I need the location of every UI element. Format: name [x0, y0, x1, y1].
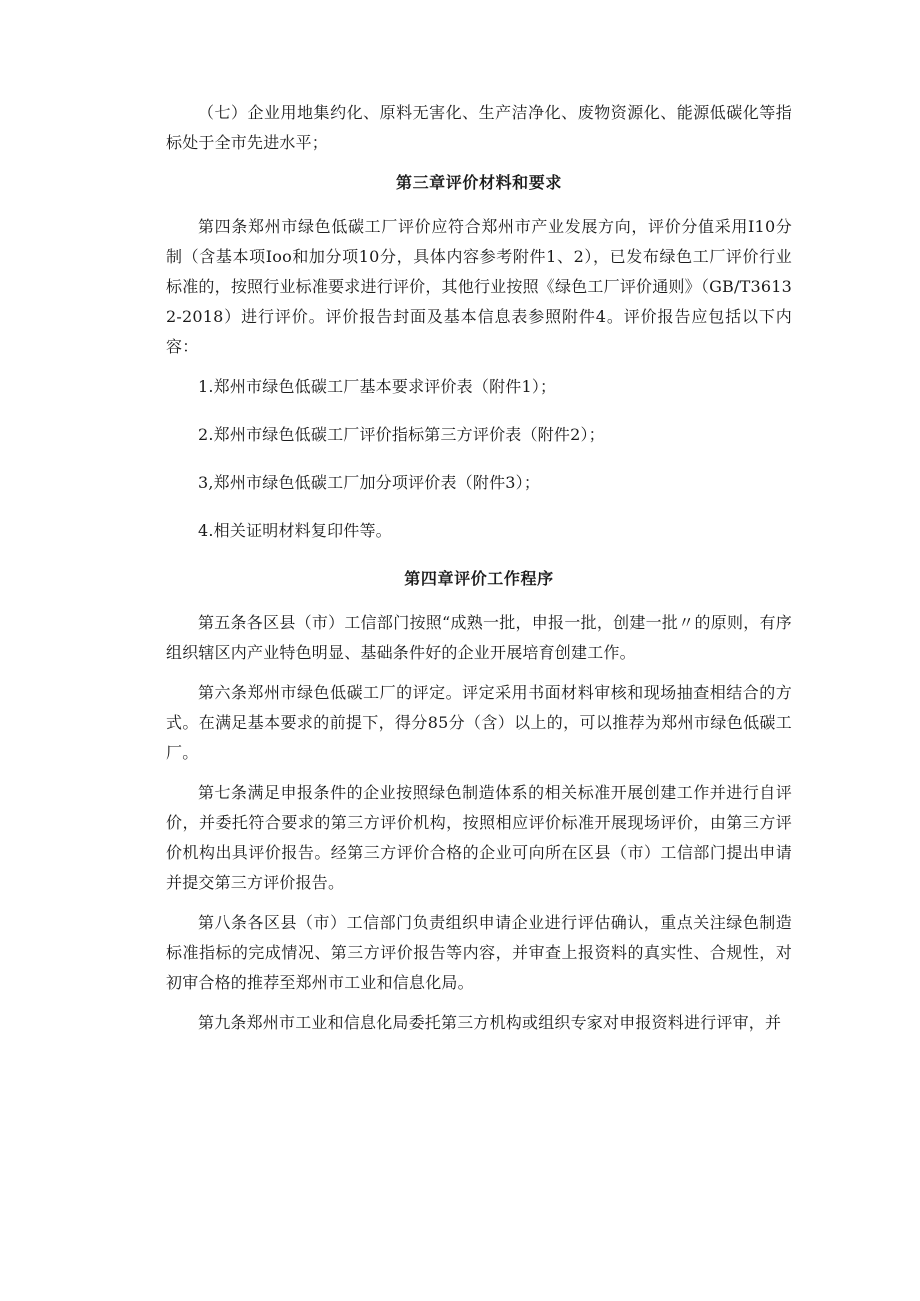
- document-body: [166, 98, 792, 1048]
- paragraph-item-seven: （七）企业用地集约化、原料无害化、生产洁净化、废物资源化、能源低碳化等指标处于全市先进水平；: [166, 103, 792, 152]
- article-eight-paragraph: 第八条各区县（市）工信部门负责组织申请企业进行评估确认，重点关注绿色制造标准指标的完成情况、第三方评价报告等内容，并审查上报资料的真实性、合规性，对初审合格的推荐至郑州市工业和信息化局。: [166, 913, 792, 992]
- list-item-4: 4.相关证明材料复印件等。: [198, 521, 392, 540]
- article-six-paragraph: 第六条郑州市绿色低碳工厂的评定。评定采用书面材料审核和现场抽查相结合的方式。在满足基本要求的前提下，得分85分（含）以上的，可以推荐为郑州市绿色低碳工厂。: [166, 683, 792, 762]
- article-four-paragraph: 第四条郑州市绿色低碳工厂评价应符合郑州市产业发展方向，评价分值采用I10分制（含基本项Ioo和加分项10分，具体内容参考附件1、2），已发布绿色工厂评价行业标准的，按照行业标准要求进行评价，其他行业按照《绿色工厂评价通则》（GB/T36132-2018）进行评价。评价报告封面及基本信息表参照附件4。评价报告应包括以下内容：: [166, 217, 792, 356]
- list-item-3: 3,郑州市绿色低碳工厂加分项评价表（附件3）；: [198, 473, 541, 492]
- chapter-three-heading: 第三章评价材料和要求: [395, 173, 562, 192]
- article-five-paragraph: 第五条各区县（市）工信部门按照“成熟一批，申报一批，创建一批〃的原则，有序组织辖区内产业特色明显、基础条件好的企业开展培育创建工作。: [166, 613, 792, 662]
- chapter-four-heading: 第四章评价工作程序: [404, 569, 554, 588]
- list-item-2: 2.郑州市绿色低碳工厂评价指标第三方评价表（附件2）；: [198, 425, 605, 444]
- article-seven-paragraph: 第七条满足申报条件的企业按照绿色制造体系的相关标准开展创建工作并进行自评价，并委托符合要求的第三方评价机构，按照相应评价标准开展现场评价，由第三方评价机构出具评价报告。经第三方评价合格的企业可向所在区县（市）工信部门提出申请并提交第三方评价报告。: [166, 783, 792, 892]
- article-nine-paragraph: 第九条郑州市工业和信息化局委托第三方机构或组织专家对申报资料进行评审，并: [198, 1013, 782, 1032]
- list-item-1: 1.郑州市绿色低碳工厂基本要求评价表（附件1）；: [198, 377, 557, 396]
